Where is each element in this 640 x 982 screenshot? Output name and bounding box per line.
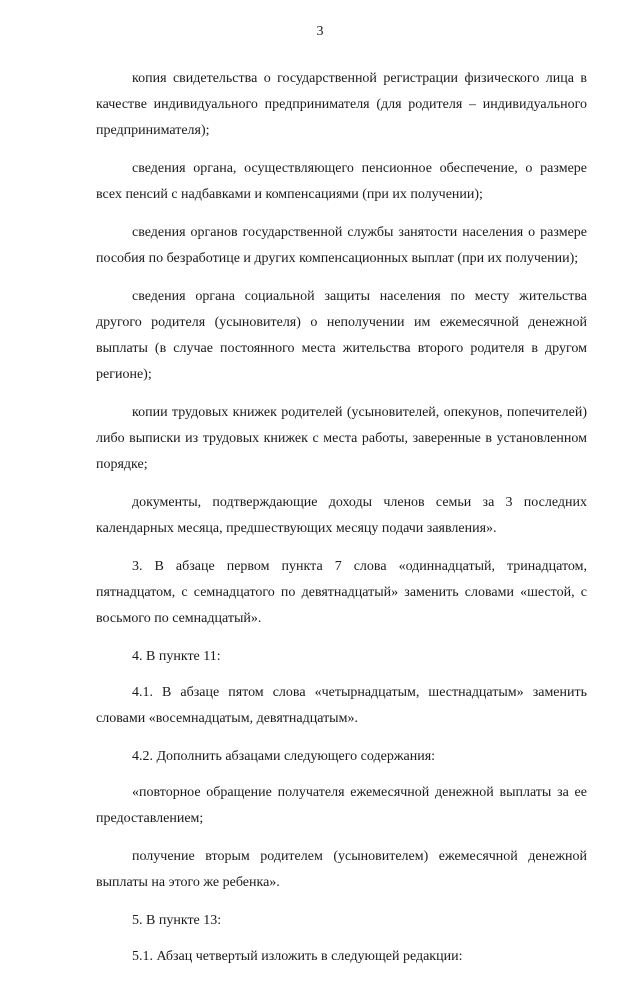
paragraph-item-5-1: 5.1. Абзац четвертый изложить в следующей редакции: (132, 949, 463, 964)
paragraph-social-protection-info: сведения органа социальной защиты населения по месту жительства другого родителя (усыновителя) о неполучении им ежемесячной денежной выплаты (в случае постоянного места жительства второго родителя в другом регионе); (96, 289, 587, 382)
paragraph-item-4: 4. В пункте 11: (132, 649, 221, 664)
paragraph-item-3: 3. В абзаце первом пункта 7 слова «одиннадцатый, тринадцатом, пятнадцатом, с семнадцатого по девятнадцатый» заменить словами «шестой, с восьмого по семнадцатый». (96, 559, 587, 626)
paragraph-item-5: 5. В пункте 13: (132, 913, 222, 928)
paragraph-employment-service-info: сведения органов государственной службы занятости населения о размере пособия по безработице и других компенсационных выплат (при их получении); (96, 225, 587, 266)
paragraph-item-4-1: 4.1. В абзаце пятом слова «четырнадцатым, шестнадцатым» заменить словами «восемнадцатым, девятнадцатым». (96, 685, 587, 726)
paragraph-repeat-request: «повторное обращение получателя ежемесячной денежной выплаты за ее предоставлением; (96, 785, 587, 826)
paragraph-pension-info: сведения органа, осуществляющего пенсионное обеспечение, о размере всех пенсий с надбавками и компенсациями (при их получении); (96, 161, 587, 202)
paragraph-second-parent: получение вторым родителем (усыновителем) ежемесячной денежной выплаты на этого же ребенка». (96, 849, 587, 890)
document-body (96, 66, 587, 982)
paragraph-labor-books: копии трудовых книжек родителей (усыновителей, опекунов, попечителей) либо выписки из трудовых книжек с места работы, заверенные в установленном порядке; (96, 405, 587, 472)
page-number: 3 (316, 24, 324, 39)
paragraph-registration-copy: копия свидетельства о государственной регистрации физического лица в качестве индивидуального предпринимателя (для родителя – индивидуального предпринимателя); (96, 71, 587, 138)
paragraph-income-documents: документы, подтверждающие доходы членов семьи за 3 последних календарных месяца, предшествующих месяцу подачи заявления». (96, 495, 587, 536)
paragraph-item-4-2: 4.2. Дополнить абзацами следующего содержания: (132, 749, 436, 764)
